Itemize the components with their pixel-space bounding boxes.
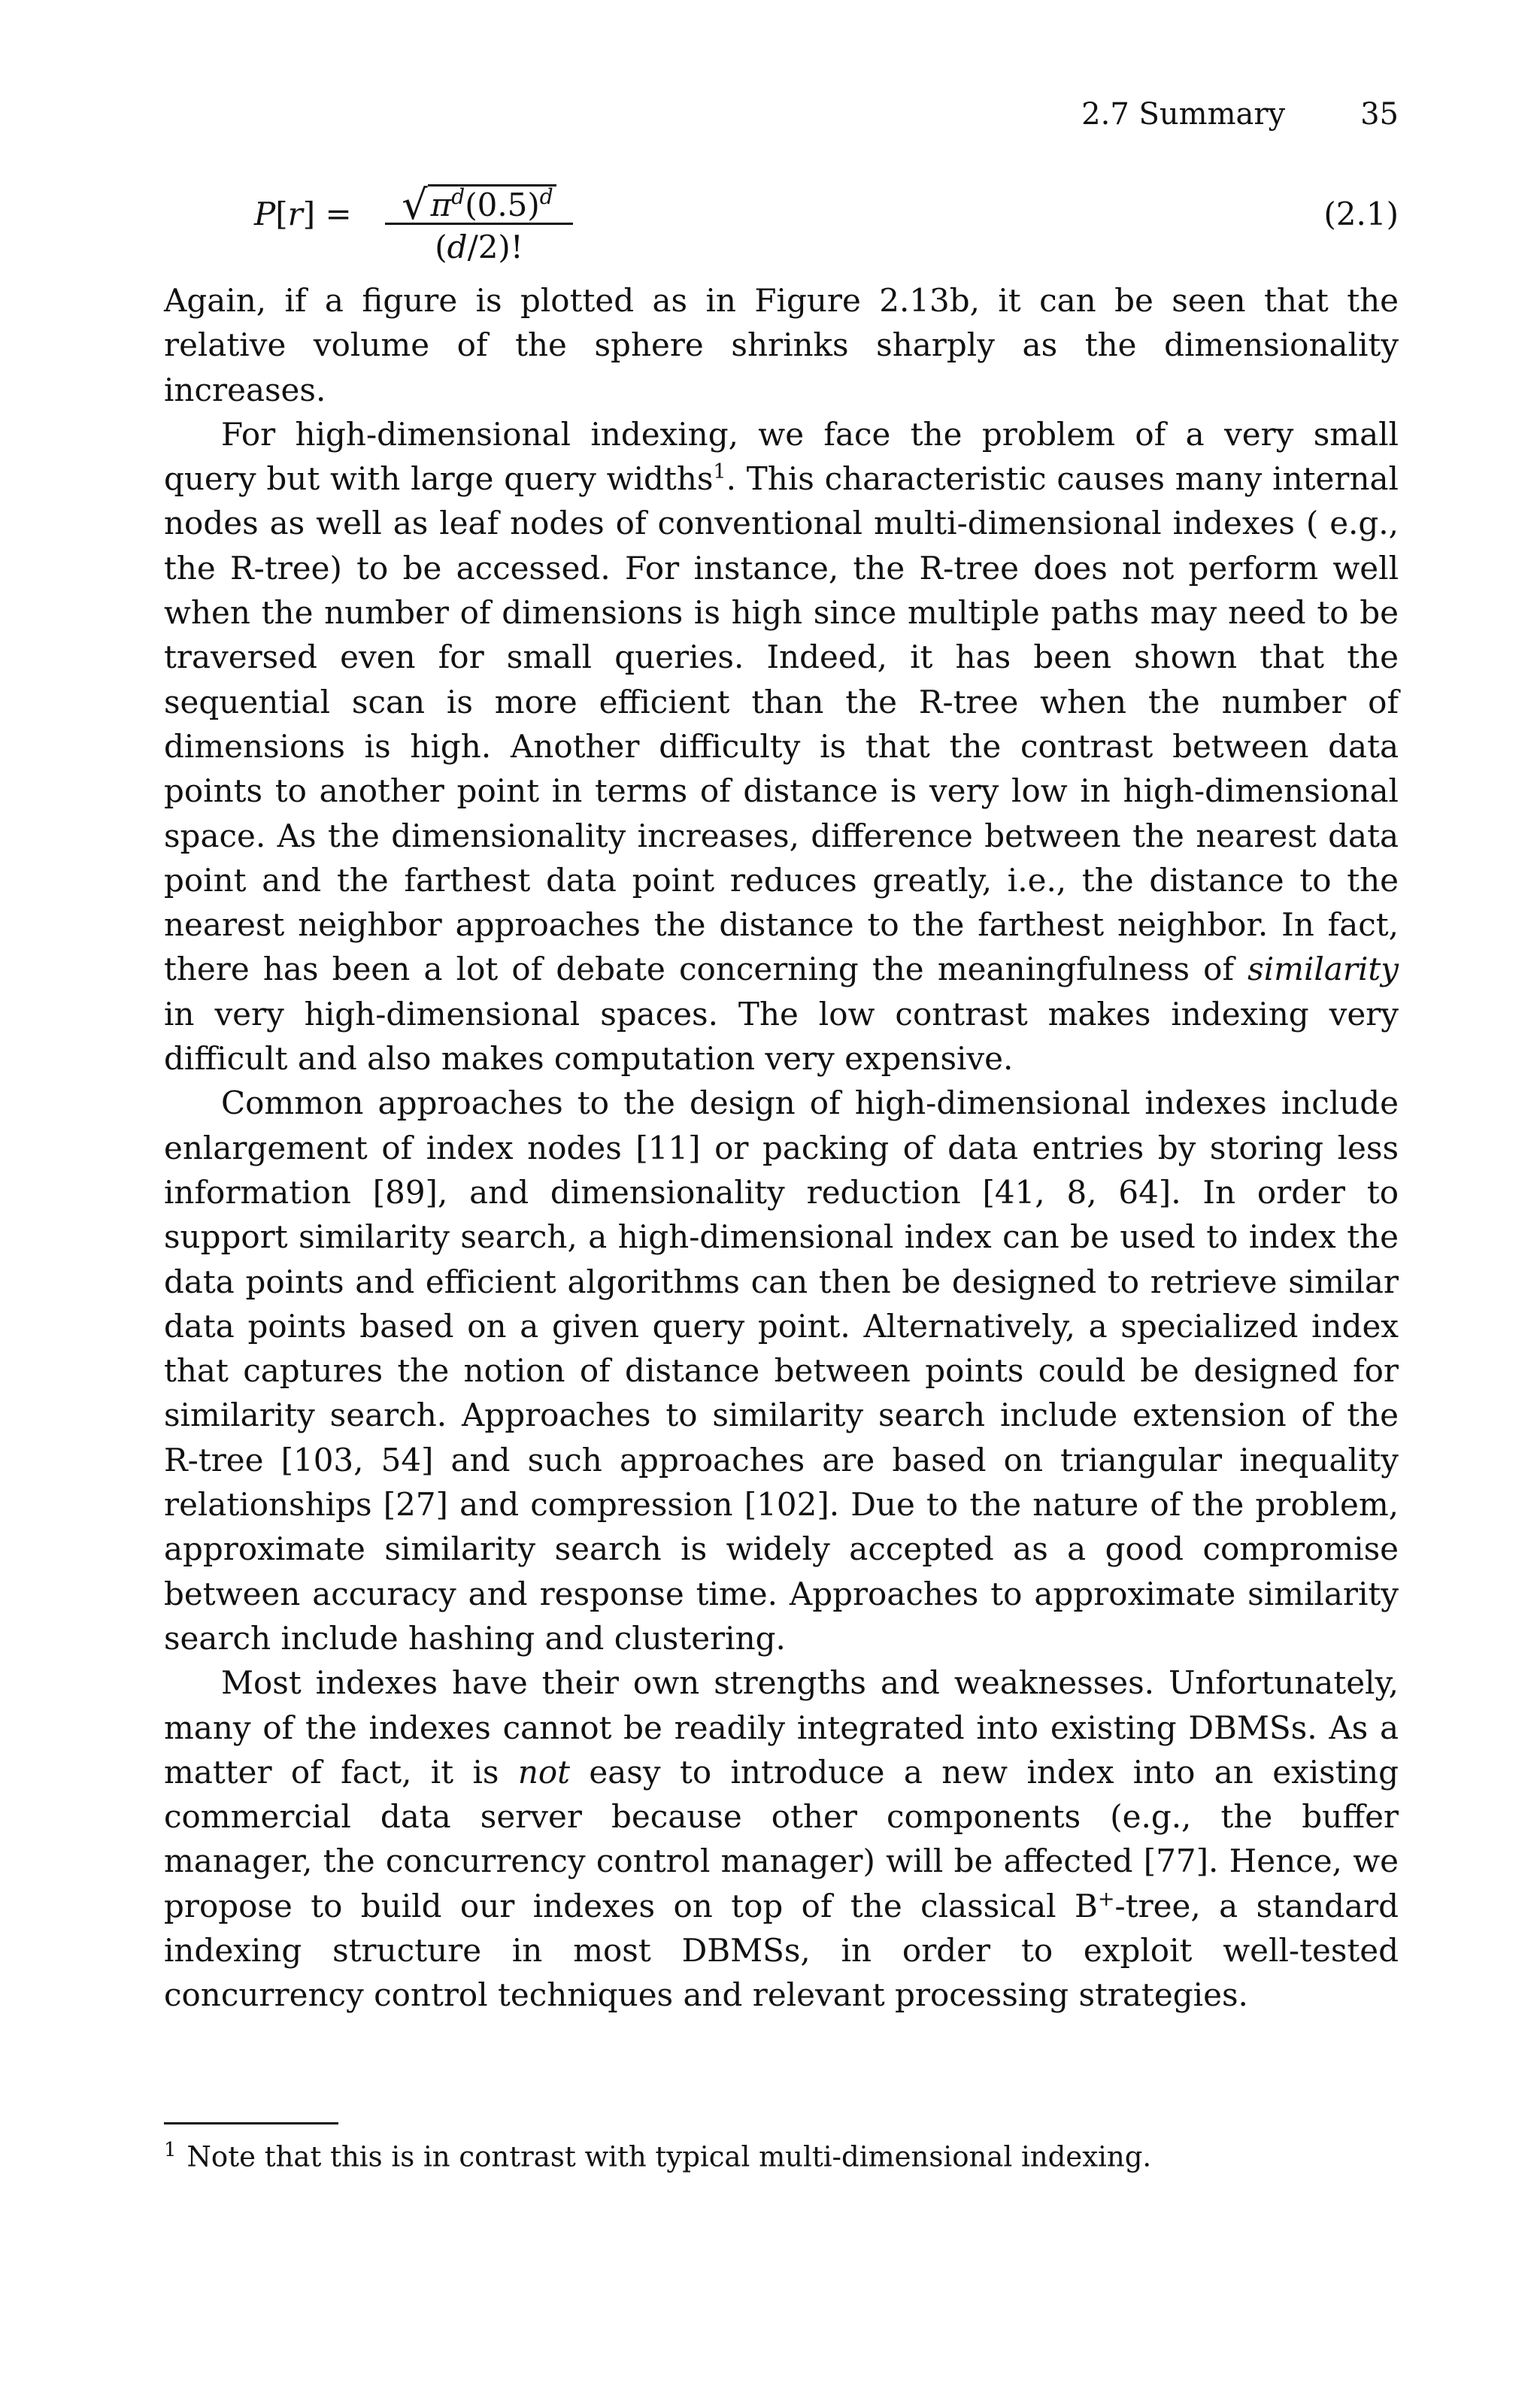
footnote-rule [164, 2122, 338, 2124]
footnote-ref: 1 [713, 460, 726, 484]
emphasis-similarity: similarity [1247, 951, 1399, 988]
sqrt-sign: √ [402, 181, 428, 229]
running-head [0, 89, 1399, 140]
equation-2-1 [164, 173, 1399, 271]
equation-numerator: $√\pi^d(0.5)^d$ [385, 173, 573, 221]
emphasis-not: not [517, 1753, 571, 1791]
footnote-text: Note that this is in contrast with typical multi-dimensional indexing. [186, 2140, 1152, 2173]
body-text [164, 278, 1399, 2018]
equation-lhs: P[r] = [254, 196, 352, 232]
section-title: 2.7 Summary [1081, 97, 1286, 132]
paragraph-1: Again, if a figure is plotted as in Figure 2.13b, it can be seen that the relative volume of the sphere shrinks sharply as the dimensionality increases. [164, 282, 1399, 408]
paragraph-4: Most indexes have their own strengths and weaknesses. Unfortunately, many of the indexes cannot be readily integrated into existing DBMSs. As a matter of fact, it is not easy to introduce a new index into an existing commercial data server because other components (e.g., the buffer manager, the concurrency control manager) will be affected [77]. Hence, we propose to build our indexes on top of the classical B+-tree, a standard indexing structure in most DBMSs, in order to exploit well-tested concurrency control techniques and relevant processing strategies. [164, 1664, 1399, 2014]
equation-lhs-arg: r [287, 196, 303, 232]
page-number: 35 [1360, 97, 1399, 132]
paragraph-3: Common approaches to the design of high-dimensional indexes include enlargement of index nodes [11] or packing of data entries by storing less information [89], and dimensionality reduction [41, 8, 64]. In order to support similarity search, a high-dimensional index can be used to index the data points and efficient algorithms can then be designed to retrieve similar data points based on a given query point. Alternatively, a specialized index that captures the notion of distance between points could be designed for similarity search. Approaches to similarity search include extension of the R-tree [103, 54] and such approaches are based on triangular inequality relationships [27] and compression [102]. Due to the nature of the problem, approximate similarity search is widely accepted as a good compromise between accuracy and response time. Approaches to approximate similarity search include hashing and clustering. [164, 1084, 1399, 1657]
superscript-plus: + [1097, 1887, 1115, 1911]
footnote-marker: 1 [164, 2139, 177, 2161]
equation-fraction [385, 173, 573, 268]
paragraph-2: For high-dimensional indexing, we face the problem of a very small query but with large query widths$^1$. This characteristic causes many internal nodes as well as leaf nodes of conventional multi-dimensional indexes ( e.g., the R-tree) to be accessed. For instance, the R-tree does not perform well when the number of dimensions is high since multiple paths may need to be traversed even for small queries. Indeed, it has been shown that the sequential scan is more efficient than the R-tree when the number of dimensions is high. Another difficulty is that the contrast between data points to another point in terms of distance is very low in high-dimensional space. As the dimensionality increases, difference between the nearest data point and the farthest data point reduces greatly, i.e., the distance to the nearest neighbor approaches the distance to the farthest neighbor. In fact, there has been a lot of debate concerning the meaningfulness of similarity in very high-dimensional spaces. The low contrast makes indexing very difficult and also makes computation very expensive. [164, 415, 1399, 1078]
equation-number: (2.1) [1323, 196, 1399, 232]
equation-lhs-letter: P [254, 196, 276, 232]
equation-denominator: (d/2)! [435, 229, 523, 265]
footnote [164, 2130, 1399, 2177]
